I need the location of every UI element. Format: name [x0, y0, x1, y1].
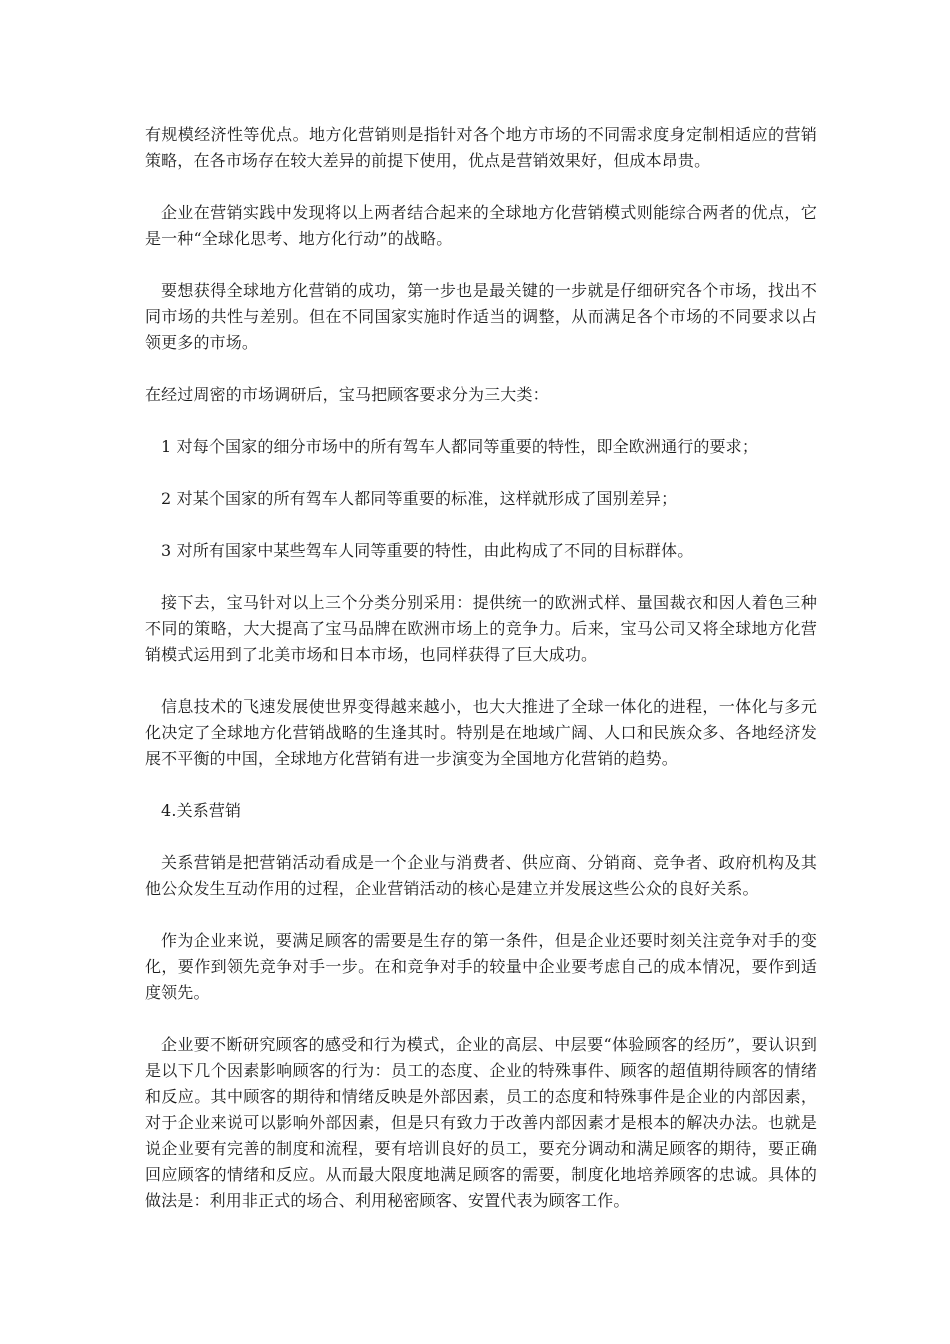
paragraph-relationship-definition: 关系营销是把营销活动看成是一个企业与消费者、供应商、分销商、竞争者、政府机构及其他公众发生互动作用的过程，企业营销活动的核心是建立并发展这些公众的良好关系。	[145, 853, 817, 898]
list-item-1: 1 对每个国家的细分市场中的所有驾车人都同等重要的特性，即全欧洲通行的要求；	[161, 437, 758, 456]
paragraph-information-tech: 信息技术的飞速发展使世界变得越来越小，也大大推进了全球一体化的进程，一体化与多元化决定了全球地方化营销战略的生逢其时。特别是在地域广阔、人口和民族众多、各地经济发展不平衡的中国，全球地方化营销有进一步演变为全国地方化营销的趋势。	[145, 697, 817, 768]
paragraph-glocal-success: 要想获得全球地方化营销的成功，第一步也是最关键的一步就是仔细研究各个市场，找出不同市场的共性与差别。但在不同国家实施时作适当的调整，从而满足各个市场的不同要求以占领更多的市场。	[145, 281, 817, 352]
paragraph-bmw-research: 在经过周密的市场调研后，宝马把顾客要求分为三大类：	[145, 385, 549, 404]
paragraph-glocal-combination: 企业在营销实践中发现将以上两者结合起来的全球地方化营销模式则能综合两者的优点，它是一种“全球化思考、地方化行动”的战略。	[145, 203, 817, 248]
document-body	[145, 122, 817, 1240]
paragraph-scale-economy: 有规模经济性等优点。地方化营销则是指针对各个地方市场的不同需求度身定制相适应的营销策略，在各市场存在较大差异的前提下使用，优点是营销效果好，但成本昂贵。	[145, 125, 817, 170]
list-item-3: 3 对所有国家中某些驾车人同等重要的特性，由此构成了不同的目标群体。	[161, 541, 694, 560]
paragraph-bmw-strategy: 接下去，宝马针对以上三个分类分别采用：提供统一的欧洲式样、量国裁衣和因人着色三种不同的策略，大大提高了宝马品牌在欧洲市场上的竞争力。后来，宝马公司又将全球地方化营销模式运用到了北美市场和日本市场，也同样获得了巨大成功。	[145, 593, 817, 664]
section-heading-relationship-marketing: 4.关系营销	[161, 801, 242, 820]
paragraph-competitor-focus: 作为企业来说，要满足顾客的需要是生存的第一条件，但是企业还要时刻关注竞争对手的变化，要作到领先竞争对手一步。在和竞争对手的较量中企业要考虑自己的成本情况，要作到适度领先。	[145, 931, 817, 1002]
list-item-2: 2 对某个国家的所有驾车人都同等重要的标准，这样就形成了国别差异；	[161, 489, 678, 508]
paragraph-customer-behavior: 企业要不断研究顾客的感受和行为模式，企业的高层、中层要“体验顾客的经历”，要认识到是以下几个因素影响顾客的行为：员工的态度、企业的特殊事件、顾客的超值期待顾客的情绪和反应。其中顾客的期待和情绪反映是外部因素，员工的态度和特殊事件是企业的内部因素，对于企业来说可以影响外部因素，但是只有致力于改善内部因素才是根本的解决办法。也就是说企业要有完善的制度和流程，要有培训良好的员工，要充分调动和满足顾客的期待，要正确回应顾客的情绪和反应。从而最大限度地满足顾客的需要，制度化地培养顾客的忠诚。具体的做法是：利用非正式的场合、利用秘密顾客、安置代表为顾客工作。	[145, 1035, 817, 1210]
